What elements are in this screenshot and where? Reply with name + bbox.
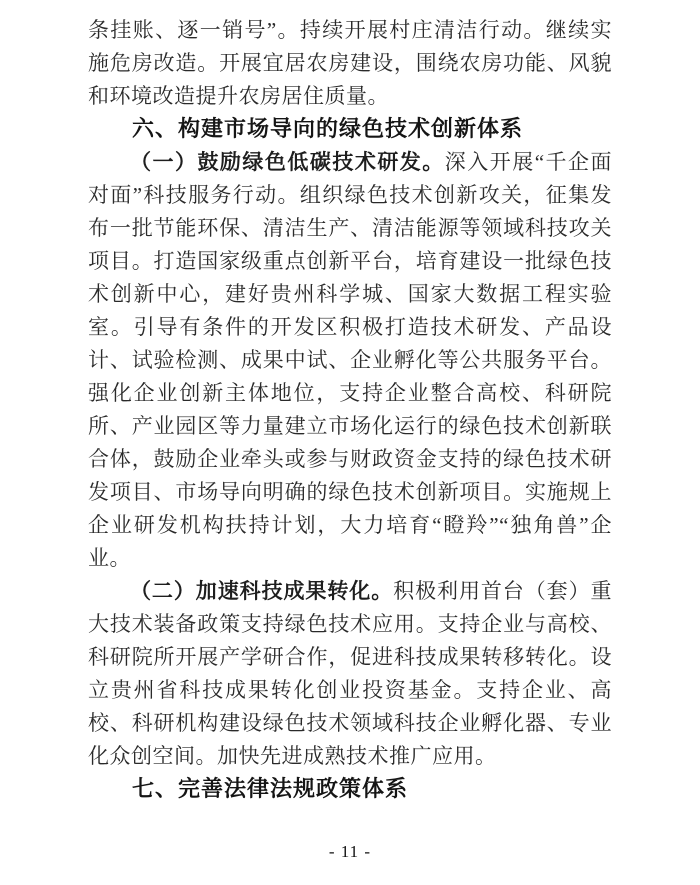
- item-one-lead: （一）鼓励绿色低碳技术研发。: [130, 150, 445, 174]
- item-one-text: 深入开展“千企面对面”科技服务行动。组织绿色技术创新攻关，征集发布一批节能环保、清洁生产、清洁能源等领域科技攻关项目。打造国家级重点创新平台，培育建设一批绿色技术创新中心，建好贵州科学城、国家大数据工程实验室。引导有条件的开发区积极打造技术研发、产品设计、试验检测、成果中试、企业孵化等公共服务平台。强化企业创新主体地位，支持企业整合高校、科研院所、产业园区等力量建立市场化运行的绿色技术创新联合体，鼓励企业牵头或参与财政资金支持的绿色技术研发项目、市场导向明确的绿色技术创新项目。实施规上企业研发机构扶持计划，大力培育“瞪羚”“独角兽”企业。: [88, 150, 612, 570]
- item-two-text: 积极利用首台（套）重大技术装备政策支持绿色技术应用。支持企业与高校、科研院所开展产学研合作，促进科技成果转移转化。设立贵州省科技成果转化创业投资基金。支持企业、高校、科研机构建设绿色技术领域科技企业孵化器、专业化众创空间。加快先进成熟技术推广应用。: [88, 579, 613, 768]
- paragraph-item-two: [88, 575, 612, 773]
- section-six-heading: 六、构建市场导向的绿色技术创新体系: [132, 117, 524, 142]
- paragraph-item-one: [88, 146, 612, 575]
- paragraph-continued: 条挂账、逐一销号”。持续开展村庄清洁行动。继续实施危房改造。开展宜居农房建设，围绕农房功能、风貌和环境改造提升农房居住质量。: [88, 18, 612, 108]
- item-two-lead: （二）加速科技成果转化。: [130, 579, 394, 603]
- section-seven-heading: 七、完善法律法规政策体系: [132, 777, 409, 802]
- page-number: - 11 -: [328, 842, 372, 861]
